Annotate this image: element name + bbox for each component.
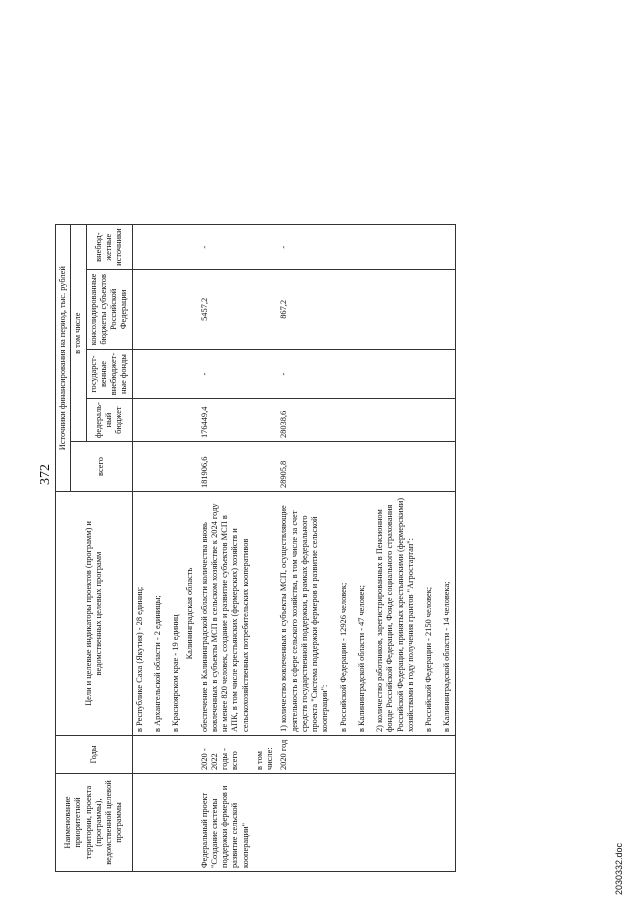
years-total: 2020 - 2022 годы - всего <box>198 736 253 774</box>
goal-total: обеспечение в Калининградской области количества вновь вовлеченных в субъекты МСП в сельском хозяйстве к 2024 году не менее 820 человек, создание и развитие субъектов МСП в АПК, в том числе крестьянских (фермерских) хозяйств и сельскохозяйственных потребительских кооперативов <box>198 492 253 736</box>
page-number: 372 <box>38 464 53 485</box>
value-state-funds-2020: - <box>277 349 455 398</box>
goal-line: в Калининградской области - 14 человека; <box>442 581 452 732</box>
project-name: Федеральный проект "Создание системы поддержки фермеров и развитие сельской кооперации" <box>198 774 253 872</box>
goal-line: в Российской Федерации - 2150 человек; <box>424 586 433 732</box>
header-sources: Источники финансирования на период, тыс. рублей <box>56 225 71 492</box>
header-years: Годы <box>56 736 133 774</box>
header-consolidated: консолидированные бюджеты субъектов Российской Федерации <box>86 269 132 349</box>
continuation-line: в Красноярском крае - 19 единиц <box>171 614 180 732</box>
value-federal: 176449,4 <box>198 399 253 442</box>
goal-line: в Калининградской области - 47 человек; <box>356 585 366 732</box>
footer-doc-code: 2030332.doc <box>614 842 624 895</box>
value-extrabudget-2020: - <box>277 225 455 269</box>
value-total: 181906,6 <box>198 442 253 492</box>
financing-table <box>55 224 456 872</box>
header-including: в том числе <box>71 225 86 442</box>
value-state-funds: - <box>198 349 253 398</box>
value-total-2020: 28905,8 <box>277 442 455 492</box>
region-heading: Калининградская область <box>183 492 197 736</box>
value-extrabudget: - <box>198 225 253 269</box>
goal-line: 1) количество вовлеченных в субъекты МСП, осуществляющие деятельность в сфере сельского хозяйства, в том числе за счет средств государственной поддержки, в рамках федерального проекта "Система поддержки фермеров и развитие сельской кооперации": <box>279 505 330 732</box>
goal-line: в Российской Федерации - 12926 человек; <box>338 582 348 732</box>
table-row-region <box>183 225 197 872</box>
value-consolidated: 5457,2 <box>198 269 253 349</box>
table-row-including <box>253 225 278 872</box>
table-row-total <box>198 225 253 872</box>
years-including: в том числе: <box>253 736 278 774</box>
header-state-funds: государст-венные внебюджет-ные фонды <box>86 349 132 398</box>
goal-line: 2) количество работников, зарегистрированных в Пенсионном фонде Российской Федерации, Фонде социального страхования Российской Федерации, принятых крестьянскими (фермерскими) хозяйствами в году получения грантов "Агростартап": <box>375 497 415 732</box>
header-name: Наименование приоритетной территории, проекта (программы), ведомственной целевой программы <box>56 774 133 872</box>
table-row-2020 <box>277 225 455 872</box>
header-federal: федераль-ный бюджет <box>86 399 132 442</box>
header-extrabudget: внебюд-жетные источники <box>86 225 132 269</box>
table-row-continuation <box>132 225 183 872</box>
continuation-line: в Архангельской области - 2 единицы; <box>152 595 162 732</box>
header-goals: Цели и целевые индикаторы проектов (программ) и ведомственных целевых программ <box>56 492 133 736</box>
continuation-line: в Республике Саха (Якутия) - 28 единиц; <box>134 586 144 732</box>
value-consolidated-2020: 867,2 <box>277 269 455 349</box>
header-total: всего <box>71 442 132 492</box>
value-federal-2020: 28038,6 <box>277 399 455 442</box>
years-2020: 2020 год <box>277 736 455 774</box>
